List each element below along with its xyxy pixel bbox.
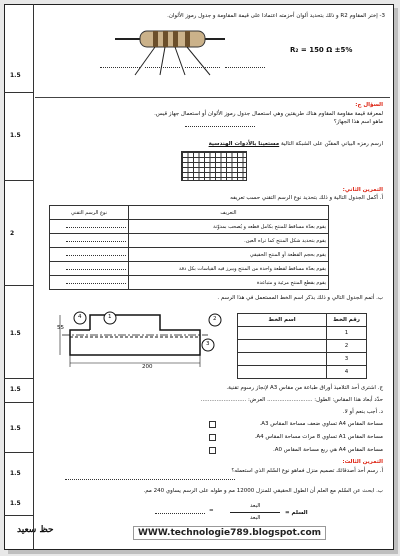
answer-cell[interactable] xyxy=(50,276,129,290)
footer-url[interactable]: WWW.technologie789.blogspot.com xyxy=(133,526,326,540)
ex2-part-c-dims: حدّد أبعاد هذا المقاس: الطول: .......................... العرض: .......................... xyxy=(200,397,383,403)
col-definition: التعريف xyxy=(129,206,329,220)
scale-formula-label: السلم = xyxy=(285,510,308,516)
technical-drawing xyxy=(50,305,230,380)
score-question: 1.5 xyxy=(10,132,21,139)
question-line2: ماهو اسم هذا الجهاز؟ xyxy=(333,119,383,125)
definition-row: يقوم بعدّة مساقط لقطعة واحدة من المنتج ويبرز فيه القياسات بكل دقة xyxy=(129,262,329,276)
ex3-title: التمرين الثالث: xyxy=(342,459,383,465)
score-divider xyxy=(4,378,34,379)
check-statement-3: مساحة المقاس A4 هي ربع مساحة المقاس A0. xyxy=(273,447,383,453)
line-number: 1 xyxy=(327,327,367,340)
definition-row: يقوم بتحديد شكل المنتج كما تراه العين. xyxy=(129,234,329,248)
score-ex2-b: 1.5 xyxy=(10,330,21,337)
dimension-55: 55 xyxy=(57,325,64,331)
circle-label-2: 2 xyxy=(213,316,217,322)
scale-type-answer[interactable] xyxy=(65,479,235,480)
score-ex3-a: 1.5 xyxy=(10,470,21,477)
line-name-cell[interactable] xyxy=(238,340,327,353)
answer-box-2[interactable] xyxy=(209,434,216,441)
band-answer-3[interactable] xyxy=(185,67,220,68)
line-number: 4 xyxy=(327,366,367,379)
ex2-part-a: أ. أكمل الجدول التالية و ذلك بتحديد نوع الرسم التقني حسب تعريفه xyxy=(230,195,383,201)
check-statement-1: مساحة المقاس A4 تساوي ضعف مساحة المقاس A3. xyxy=(259,421,383,427)
resistor-figure xyxy=(115,23,225,88)
line-name-cell[interactable] xyxy=(238,353,327,366)
answer-cell[interactable] xyxy=(50,248,129,262)
col-line-number: رقم الخط xyxy=(327,314,367,327)
line-number: 2 xyxy=(327,340,367,353)
ex2-title: التمرين الثاني: xyxy=(342,187,383,193)
circle-label-1: 1 xyxy=(108,314,112,320)
circle-label-3: 3 xyxy=(206,341,210,347)
score-ex2-c: 1.5 xyxy=(10,386,21,393)
ex2-part-d: د. أجب بنعم أو لا. xyxy=(342,409,383,415)
answer-box-3[interactable] xyxy=(209,447,216,454)
line-name-cell[interactable] xyxy=(238,327,327,340)
score-divider xyxy=(4,515,34,516)
score-divider xyxy=(4,285,34,286)
score-divider xyxy=(4,452,34,453)
col-drawing-type: نوع الرسم التقني xyxy=(50,206,129,220)
ex2-part-c: ج. اشترى أحد التلاميذ أوراق طباعة من مقاس A3 لإنجاز رسوم تقنية. xyxy=(226,385,383,391)
check-statement-2: مساحة المقاس A1 تساوي 8 مرات مساحة المقاس A4. xyxy=(254,434,383,440)
question-line1: لمعرفة قيمة مقاومة المقاوم هناك طريقتين وهي استعمال جدول رموز الألوان أو استعمال جهاز قيس. xyxy=(154,111,383,117)
r2-value: R₂ = 150 Ω ±5% xyxy=(290,46,353,54)
score-ex3-b: 1.5 xyxy=(10,500,21,507)
score-column xyxy=(4,4,34,550)
definition-row: يقوم بعدّة مساقط للمنتج بكامل قطعه و يُصحب بمدوّنة xyxy=(129,220,329,234)
band-answer-1[interactable] xyxy=(100,67,140,68)
score-divider xyxy=(4,92,34,93)
formula-denominator: البعد xyxy=(250,515,261,521)
q3-text: 3- إختر المقاوم R2 و ذلك بتحديد ألوان أحزمته اعتمادا على قيمة المقاومة و جدول رموز الألوان. xyxy=(167,13,385,19)
line-name-cell[interactable] xyxy=(238,366,327,379)
worksheet-page xyxy=(4,4,394,550)
circle-label-4: 4 xyxy=(78,314,82,320)
section-divider xyxy=(35,97,390,98)
drawing-grid[interactable] xyxy=(181,151,247,181)
scale-answer-line[interactable] xyxy=(155,513,205,514)
score-q3: 1.5 xyxy=(10,72,21,79)
score-ex2-d: 1.5 xyxy=(10,425,21,432)
score-divider xyxy=(4,402,34,403)
score-divider xyxy=(4,180,34,181)
lines-table xyxy=(237,313,367,379)
fraction-bar xyxy=(230,512,280,513)
definitions-table xyxy=(49,205,329,290)
band-answer-2[interactable] xyxy=(145,67,180,68)
score-ex2-a: 2 xyxy=(10,230,15,237)
formula-numerator: البعد xyxy=(250,503,261,509)
ex3-part-a: أ. رسم أحد أصدقائك تصميم منزل فماهو نوع السّلم الذي استعمله؟ xyxy=(231,468,383,474)
device-answer-line[interactable] xyxy=(185,126,255,127)
question-title: السؤال ج: xyxy=(355,102,383,108)
dimension-200: 200 xyxy=(142,364,153,370)
definition-row: يقوم بحجم القطعة أو المنتج الحقيقي xyxy=(129,248,329,262)
col-line-name: اسم الخط xyxy=(238,314,327,327)
band-answer-4[interactable] xyxy=(225,67,265,68)
ex2-part-b: ب. أتمم الجدول التالي و ذلك بذكر اسم الخط المستعمل في هذا الرسم . xyxy=(217,295,383,301)
answer-cell[interactable] xyxy=(50,220,129,234)
answer-cell[interactable] xyxy=(50,234,129,248)
definition-row: يقوم بقطع المنتج مرئية و متباعدة xyxy=(129,276,329,290)
grid-task-text: ارسم رمزه البياني المقنّن على الشبكة التالية مستعينا بالأدوات الهندسية xyxy=(208,141,383,147)
answer-box-1[interactable] xyxy=(209,421,216,428)
equals-sign: = xyxy=(209,508,214,514)
answer-cell[interactable] xyxy=(50,262,129,276)
line-number: 3 xyxy=(327,353,367,366)
ex3-part-b: ب. ابحث عن السّلم مع العلم أن الطول الحقيقي للمنزل 12000 مم و طوله على الرسم يساوي 240 مم. xyxy=(143,488,383,494)
good-luck-signature: حظ سعيد xyxy=(17,525,54,535)
